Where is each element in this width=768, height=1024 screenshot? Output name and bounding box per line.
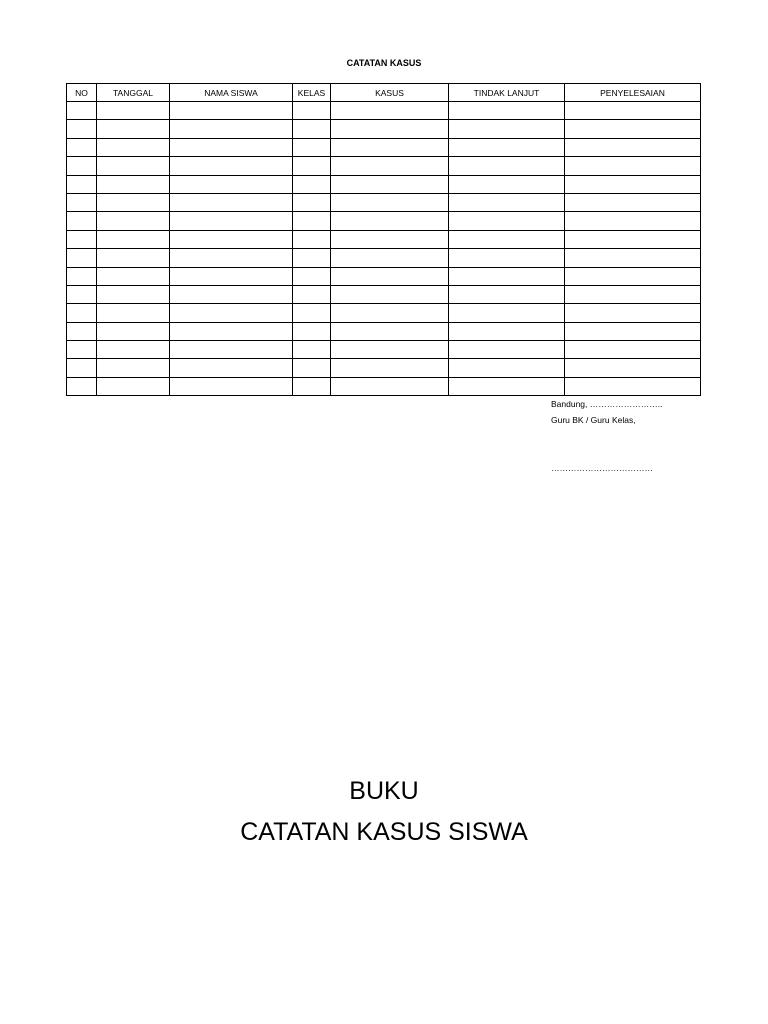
table-cell xyxy=(170,157,293,175)
cover-title-line1: BUKU xyxy=(349,777,419,805)
table-cell xyxy=(565,120,701,138)
table-cell xyxy=(449,193,565,211)
table-cell xyxy=(170,341,293,359)
signature-place-date: Bandung, …………………….. xyxy=(551,399,663,409)
table-cell xyxy=(565,193,701,211)
table-cell xyxy=(331,359,449,377)
table-cell xyxy=(170,267,293,285)
table-cell xyxy=(97,304,170,322)
table-cell xyxy=(331,249,449,267)
table-cell xyxy=(449,175,565,193)
signature-role: Guru BK / Guru Kelas, xyxy=(551,415,636,425)
table-cell xyxy=(293,212,331,230)
table-cell xyxy=(170,322,293,340)
table-cell xyxy=(97,193,170,211)
table-row xyxy=(67,322,701,340)
table-cell xyxy=(331,157,449,175)
column-header-nama-siswa: NAMA SISWA xyxy=(170,84,293,102)
table-cell xyxy=(67,193,97,211)
table-cell xyxy=(97,322,170,340)
table-cell xyxy=(449,359,565,377)
table-cell xyxy=(565,359,701,377)
table-cell xyxy=(67,249,97,267)
table-header-row xyxy=(67,84,701,102)
table-cell xyxy=(67,267,97,285)
table-cell xyxy=(67,322,97,340)
table-cell xyxy=(170,249,293,267)
case-table xyxy=(66,83,701,396)
table-cell xyxy=(449,157,565,175)
table-cell xyxy=(449,285,565,303)
table-row xyxy=(67,359,701,377)
table-cell xyxy=(97,120,170,138)
table-cell xyxy=(67,138,97,156)
table-cell xyxy=(449,341,565,359)
table-cell xyxy=(449,212,565,230)
table-row xyxy=(67,249,701,267)
table-cell xyxy=(97,249,170,267)
table-cell xyxy=(67,359,97,377)
table-row xyxy=(67,193,701,211)
table-cell xyxy=(170,359,293,377)
table-cell xyxy=(97,285,170,303)
table-cell xyxy=(67,157,97,175)
column-header-tindak-lanjut: TINDAK LANJUT xyxy=(449,84,565,102)
table-cell xyxy=(97,102,170,120)
table-row xyxy=(67,175,701,193)
table-cell xyxy=(170,138,293,156)
table-cell xyxy=(565,157,701,175)
table-cell xyxy=(170,120,293,138)
table-cell xyxy=(331,120,449,138)
table-cell xyxy=(565,285,701,303)
table-cell xyxy=(170,102,293,120)
column-header-penyelesaian: PENYELESAIAN xyxy=(565,84,701,102)
table-cell xyxy=(67,120,97,138)
table-cell xyxy=(170,230,293,248)
table-cell xyxy=(170,193,293,211)
table-row xyxy=(67,120,701,138)
table-row xyxy=(67,230,701,248)
table-cell xyxy=(67,212,97,230)
table-cell xyxy=(97,267,170,285)
table-cell xyxy=(67,285,97,303)
column-header-no: NO xyxy=(67,84,97,102)
table-cell xyxy=(293,230,331,248)
table-row xyxy=(67,285,701,303)
table-cell xyxy=(67,230,97,248)
table-cell xyxy=(331,377,449,395)
table-cell xyxy=(97,230,170,248)
table-row xyxy=(67,377,701,395)
table-cell xyxy=(565,267,701,285)
table-cell xyxy=(67,102,97,120)
table-cell xyxy=(565,304,701,322)
table-row xyxy=(67,102,701,120)
table-cell xyxy=(331,267,449,285)
table-cell xyxy=(565,175,701,193)
table-cell xyxy=(449,377,565,395)
table-cell xyxy=(565,230,701,248)
table-row xyxy=(67,138,701,156)
table-cell xyxy=(293,102,331,120)
table-cell xyxy=(293,157,331,175)
table-cell xyxy=(97,212,170,230)
table-cell xyxy=(331,102,449,120)
table-cell xyxy=(293,175,331,193)
table-cell xyxy=(449,304,565,322)
column-header-tanggal: TANGGAL xyxy=(97,84,170,102)
table-cell xyxy=(170,304,293,322)
table-cell xyxy=(449,138,565,156)
table-row xyxy=(67,341,701,359)
table-cell xyxy=(565,138,701,156)
table-cell xyxy=(449,322,565,340)
table-cell xyxy=(67,341,97,359)
table-cell xyxy=(331,341,449,359)
table-cell xyxy=(331,304,449,322)
table-cell xyxy=(170,377,293,395)
table-cell xyxy=(565,377,701,395)
table-cell xyxy=(565,322,701,340)
table-cell xyxy=(331,285,449,303)
table-row xyxy=(67,157,701,175)
table-cell xyxy=(331,322,449,340)
table-cell xyxy=(449,249,565,267)
table-cell xyxy=(565,212,701,230)
table-cell xyxy=(293,193,331,211)
table-row xyxy=(67,267,701,285)
table-cell xyxy=(565,249,701,267)
table-cell xyxy=(97,175,170,193)
table-cell xyxy=(170,285,293,303)
table-cell xyxy=(293,341,331,359)
table-cell xyxy=(449,102,565,120)
table-cell xyxy=(170,212,293,230)
table-cell xyxy=(97,341,170,359)
table-cell xyxy=(293,120,331,138)
signature-name-line: ……………………………… xyxy=(551,463,653,473)
table-cell xyxy=(67,175,97,193)
table-cell xyxy=(449,120,565,138)
page-title: CATATAN KASUS xyxy=(346,58,422,68)
table-cell xyxy=(97,157,170,175)
column-header-kasus: KASUS xyxy=(331,84,449,102)
column-header-kelas: KELAS xyxy=(293,84,331,102)
table-cell xyxy=(293,285,331,303)
table-row xyxy=(67,304,701,322)
table-cell xyxy=(293,267,331,285)
table-body xyxy=(67,102,701,396)
table-cell xyxy=(67,377,97,395)
table-cell xyxy=(331,230,449,248)
table-cell xyxy=(97,359,170,377)
table-cell xyxy=(293,138,331,156)
table-cell xyxy=(331,193,449,211)
table-cell xyxy=(67,304,97,322)
table-cell xyxy=(331,212,449,230)
table-cell xyxy=(97,138,170,156)
table-cell xyxy=(293,359,331,377)
table-cell xyxy=(331,175,449,193)
table-cell xyxy=(293,249,331,267)
cover-title-line2: CATATAN KASUS SISWA xyxy=(240,818,528,846)
table-cell xyxy=(293,304,331,322)
table-cell xyxy=(331,138,449,156)
table-cell xyxy=(97,377,170,395)
table-cell xyxy=(293,377,331,395)
table-cell xyxy=(170,175,293,193)
table-cell xyxy=(565,102,701,120)
table-cell xyxy=(293,322,331,340)
table-row xyxy=(67,212,701,230)
table-cell xyxy=(449,267,565,285)
table-cell xyxy=(449,230,565,248)
table-cell xyxy=(565,341,701,359)
